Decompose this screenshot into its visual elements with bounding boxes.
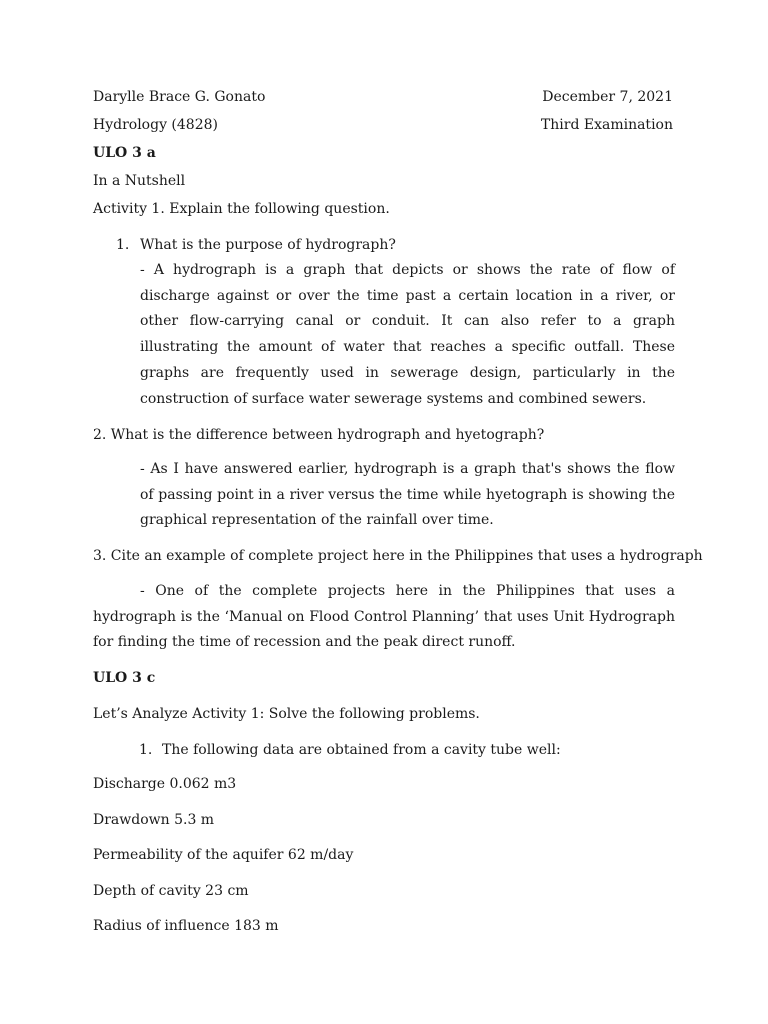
question-2: 2. What is the difference between hydrograph and hyetograph? [93,427,545,443]
data-discharge: Discharge 0.062 m3 [93,776,237,792]
data-cavity-depth: Depth of cavity 23 cm [93,883,249,899]
answer-3: - One of the complete projects here in the Philippines that uses a hydrograph is the ‘Manual on Flood Control Planning’ that uses Unit Hydrograph for finding the time of recession and the peak direct runoff. [93,583,675,651]
question-1: What is the purpose of hydrograph? [140,237,396,253]
answer-2: - As I have answered earlier, hydrograph is a graph that's shows the flow of passing point in a river versus the time while hyetograph is showing the graphical representation of the rainfall over time. [140,461,675,529]
problem-1: The following data are obtained from a cavity tube well: [162,742,561,758]
data-radius-of-influence: Radius of influence 183 m [93,918,279,934]
author-name: Darylle Brace G. Gonato [93,89,266,105]
section-a-subtitle: In a Nutshell [93,173,186,189]
answer-1: - A hydrograph is a graph that depicts or shows the rate of flow of discharge against or over the time past a certain location in a river, or other flow-carrying canal or conduit. It can also refer to a graph illustrating the amount of water that reaches a specific outfall. These graphs are frequently used in sewerage design, particularly in the construction of surface water sewerage systems and combined sewers. [140,262,675,407]
question-3: 3. Cite an example of complete project here in the Philippines that uses a hydrograph [93,548,703,564]
exam-title: Third Examination [540,117,673,133]
problem-1-number: 1. [139,742,153,758]
activity-heading: Activity 1. Explain the following question. [93,201,390,217]
section-c-title: ULO 3 c [93,670,156,686]
course-name: Hydrology (4828) [93,117,218,133]
section-a-title: ULO 3 a [93,145,156,161]
question-1-number: 1. [116,237,130,253]
data-permeability: Permeability of the aquifer 62 m/day [93,847,354,863]
document-date: December 7, 2021 [542,89,673,105]
data-drawdown: Drawdown 5.3 m [93,812,215,828]
section-c-activity: Let’s Analyze Activity 1: Solve the following problems. [93,706,480,722]
